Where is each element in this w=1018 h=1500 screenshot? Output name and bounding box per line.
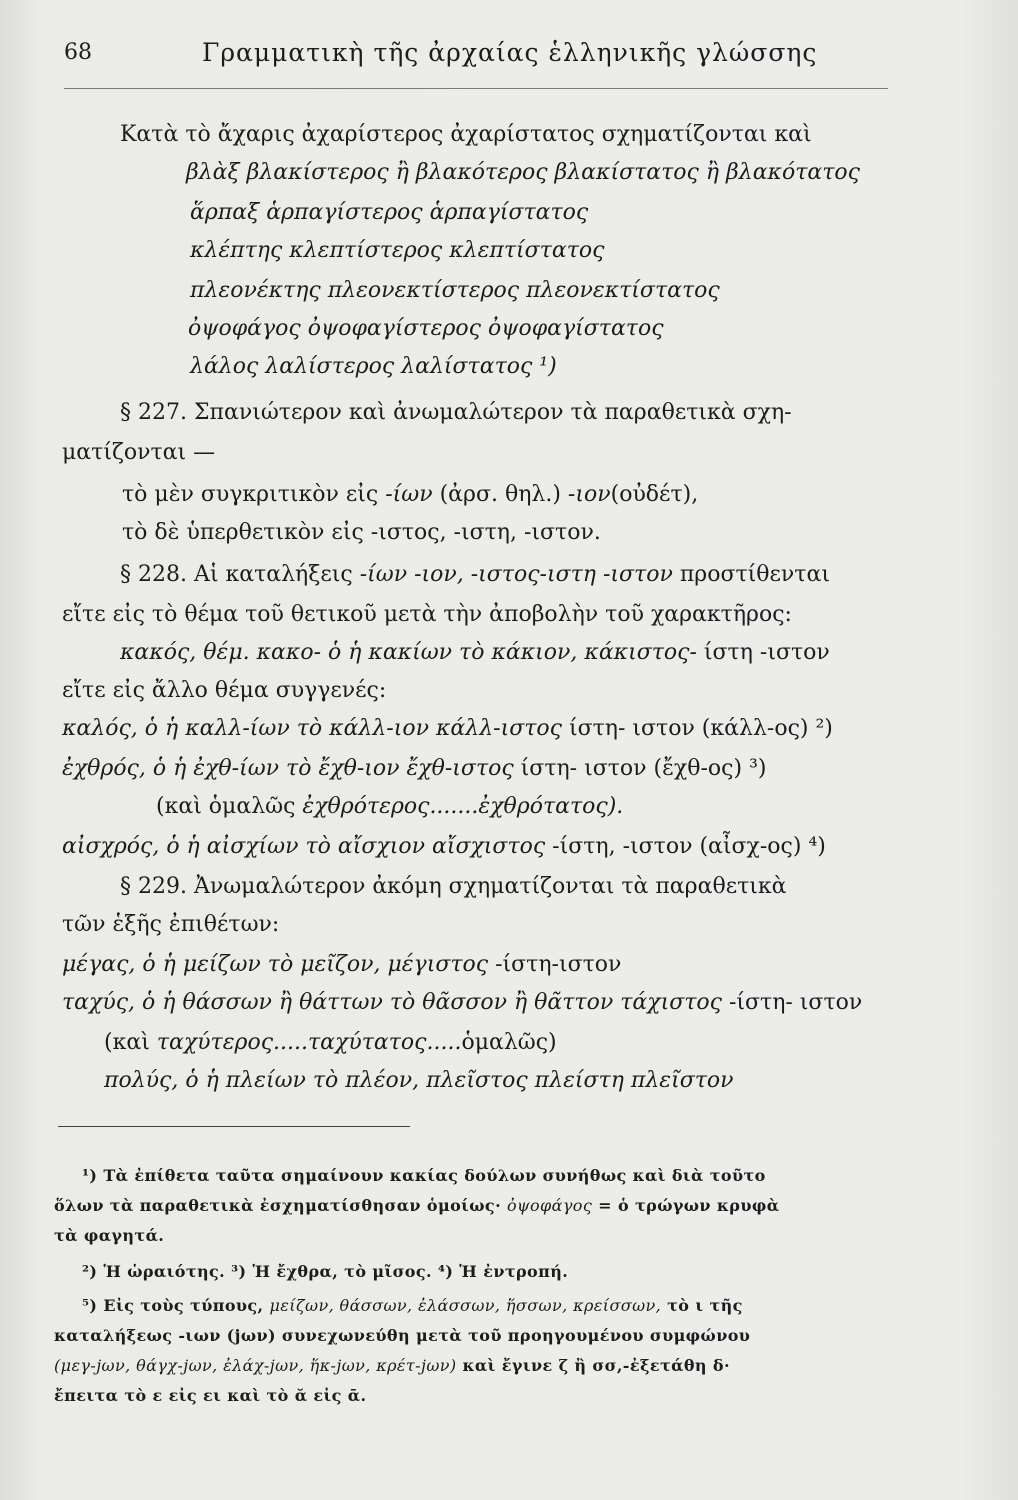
running-header	[64, 38, 964, 78]
text-line: (καὶ ὁμαλῶς ἐχθρότερος.......ἐχθρότατος).	[156, 794, 624, 819]
header-rule	[64, 88, 888, 89]
text-line: κλέπτης κλεπτίστερος κλεπτίστατος	[190, 238, 605, 263]
text-line: ματίζονται —	[62, 440, 216, 465]
text-line: ἐχθρός, ὁ ἡ ἐχθ-ίων τὸ ἔχθ-ιον ἔχθ-ιστος ίστη- ιστον (ἔχθ-ος) ³)	[62, 756, 767, 781]
text-line: τῶν ἑξῆς ἐπιθέτων:	[62, 912, 280, 937]
footnote-5: ⁵) Εἰς τοὺς τύπους, μείζων, θάσσων, ἐλάσσων, ἥσσων, κρείσσων, τὸ ι τῆς	[82, 1296, 743, 1315]
text-line: εἴτε εἰς ἄλλο θέμα συγγενές:	[62, 678, 387, 703]
text-line: (καὶ ταχύτερος.....ταχύτατος.....ὁμαλῶς)	[104, 1030, 557, 1055]
running-title: Γραμματικὴ τῆς ἀρχαίας ἑλληνικῆς γλώσσης	[202, 38, 818, 67]
footnote-line: ἔπειτα τὸ ε εἰς ει καὶ τὸ ᾰ εἰς ᾱ.	[54, 1386, 367, 1405]
text-line: ἅρπαξ ἁρπαγίστερος ἁρπαγίστατος	[190, 200, 589, 225]
footnote-line: καταλήξεως -ιων (jων) συνεχωνεύθη μετὰ τοῦ προηγουμένου συμφώνου	[54, 1326, 751, 1345]
footnote-line: τὰ φαγητά.	[54, 1226, 165, 1245]
section-227-heading: § 227. Σπανιώτερον καὶ ἀνωμαλώτερον τὰ παραθετικὰ σχη-	[120, 400, 792, 425]
text-line: Κατὰ τὸ ἄχαρις ἀχαρίστερος ἀχαρίστατος σχηματίζονται καὶ	[120, 122, 812, 147]
text-line: τὸ δὲ ὑπερθετικὸν εἰς -ιστος, -ιστη, -ιστον.	[122, 520, 601, 545]
text-line: τὸ μὲν συγκριτικὸν εἰς -ίων (ἀρσ. θηλ.) -ιον(οὐδέτ),	[122, 482, 699, 507]
footnote-line: (μεγ-jων, θάγχ-jων, ἐλάχ-jων, ἥκ-jων, κρέτ-jων) καὶ ἔγινε ζ ἢ σσ,-ἐξετάθη δ·	[54, 1356, 730, 1375]
text-line: βλὰξ βλακίστερος ἢ βλακότερος βλακίστατος ἢ βλακότατος	[186, 160, 860, 185]
footnote-rule	[58, 1126, 410, 1127]
section-229-heading: § 229. Ἀνωμαλώτερον ἀκόμη σχηματίζονται τὰ παραθετικὰ	[120, 874, 787, 899]
text-line: πλεονέκτης πλεονεκτίστερος πλεονεκτίστατος	[190, 278, 720, 303]
text-line: πολύς, ὁ ἡ πλείων τὸ πλέον, πλεῖστος πλείστη πλεῖστον	[104, 1068, 734, 1093]
page-number: 68	[64, 40, 92, 65]
text-line: εἴτε εἰς τὸ θέμα τοῦ θετικοῦ μετὰ τὴν ἀποβολὴν τοῦ χαρακτῆρος:	[62, 602, 792, 627]
footnote-line: ὅλων τὰ παραθετικὰ ἐσχηματίσθησαν ὁμοίως· ὀψοφάγος = ὁ τρώγων κρυφὰ	[54, 1196, 780, 1215]
footnote-1: ¹) Τὰ ἐπίθετα ταῦτα σημαίνουν κακίας δούλων συνήθως καὶ διὰ τοῦτο	[82, 1166, 766, 1185]
text-line: λάλος λαλίστερος λαλίστατος ¹)	[190, 354, 557, 379]
text-line: μέγας, ὁ ἡ μείζων τὸ μεῖζον, μέγιστος -ίστη-ιστον	[62, 952, 622, 977]
text-line: κακός, θέμ. κακο- ὁ ἡ κακίων τὸ κάκιον, κάκιστος- ίστη -ιστον	[120, 640, 830, 665]
text-line: ταχύς, ὁ ἡ θάσσων ἢ θάττων τὸ θᾶσσον ἢ θᾶττον τάχιστος -ίστη- ιστον	[62, 990, 863, 1015]
section-228-heading: § 228. Αἱ καταλήξεις -ίων -ιον, -ιστος-ιστη -ιστον προστίθενται	[120, 562, 830, 587]
text-line: καλός, ὁ ἡ καλλ-ίων τὸ κάλλ-ιον κάλλ-ιστος ίστη- ιστον (κάλλ-ος) ²)	[62, 716, 833, 741]
text-line: ὀψοφάγος ὀψοφαγίστερος ὀψοφαγίστατος	[188, 316, 664, 341]
footnote-2-3-4: ²) Ἡ ὡραιότης. ³) Ἡ ἔχθρα, τὸ μῖσος. ⁴) Ἡ ἐντροπή.	[82, 1262, 569, 1281]
text-line: αἰσχρός, ὁ ἡ αἰσχίων τὸ αἴσχιον αἴσχιστος -ίστη, -ιστον (αἶσχ-ος) ⁴)	[62, 834, 826, 859]
